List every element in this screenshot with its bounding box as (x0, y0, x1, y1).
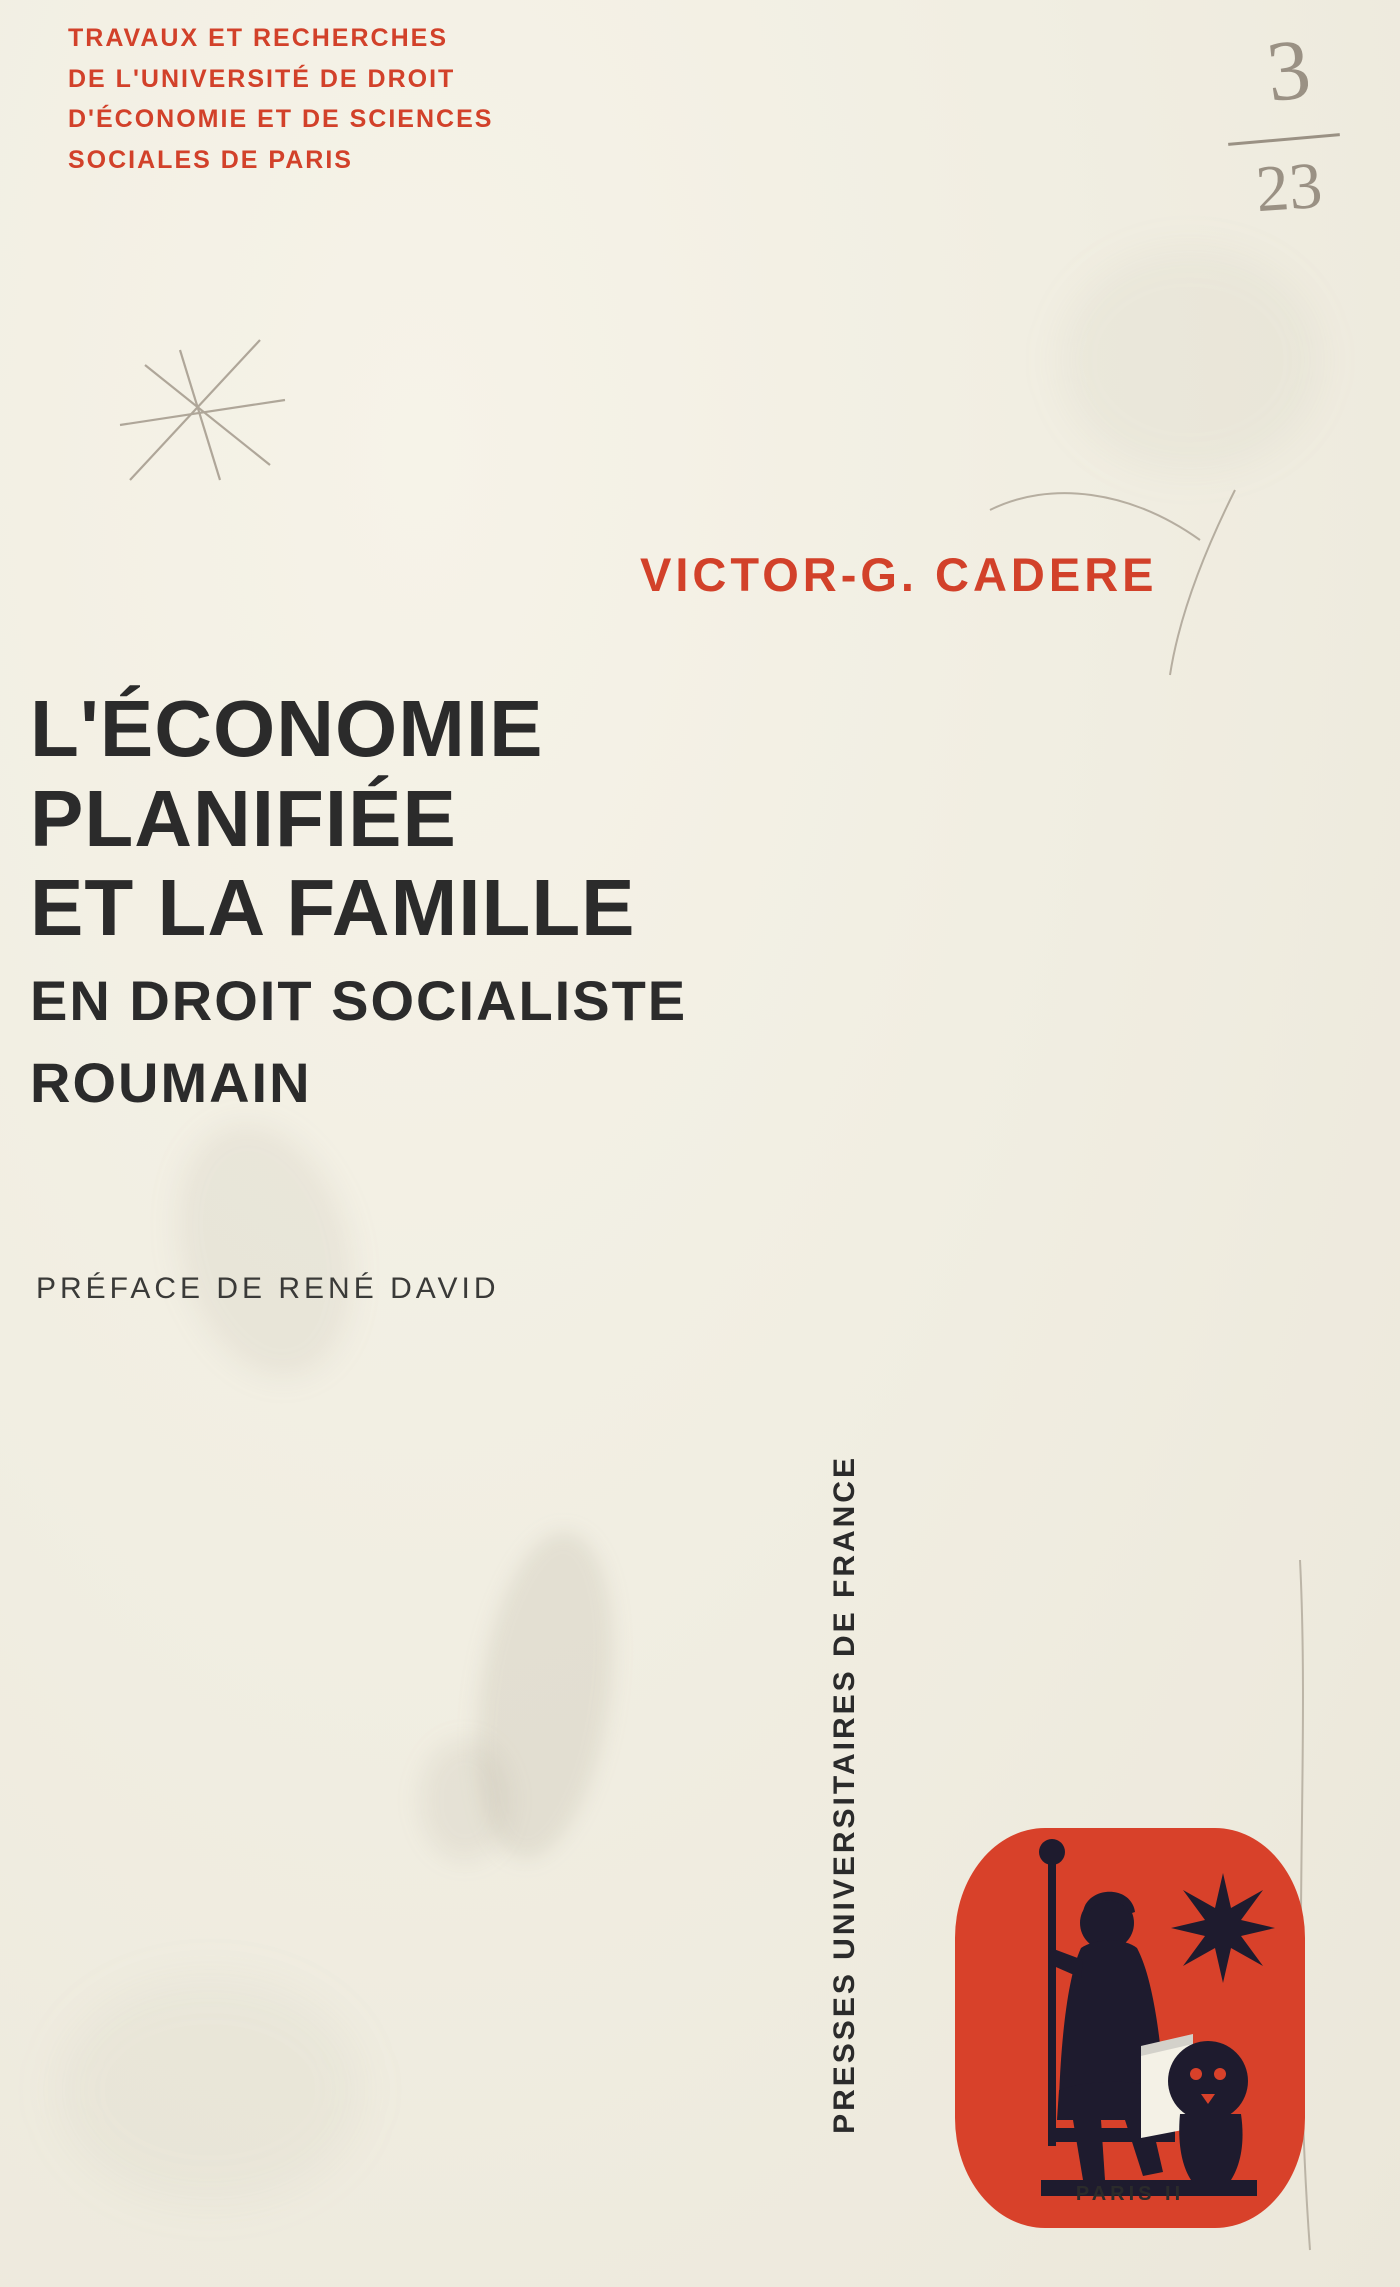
preface-credit: PRÉFACE DE RENÉ DAVID (36, 1272, 500, 1305)
title-block (30, 684, 1130, 1117)
handwritten-fraction-bar (1228, 133, 1340, 146)
publisher-logo (955, 1828, 1305, 2228)
series-line-1: TRAVAUX ET RECHERCHES (68, 24, 448, 52)
handwritten-numerator: 3 (1262, 20, 1315, 120)
publisher-name-vertical: PRESSES UNIVERSITAIRES DE FRANCE (828, 1455, 861, 2134)
series-line-4: SOCIALES DE PARIS (68, 145, 353, 174)
paper-stain (149, 1102, 381, 1397)
title-line-2: PLANIFIÉE (30, 773, 457, 863)
handwritten-denominator: 23 (1253, 148, 1325, 227)
pencil-scribble (110, 330, 310, 500)
logo-figures-icon (955, 1828, 1305, 2228)
paper-stain (458, 1523, 633, 1868)
paper-stain (1060, 250, 1320, 470)
series-line-2: DE L'UNIVERSITÉ DE DROIT (68, 64, 456, 93)
author-name: VICTOR-G. CADERE (640, 548, 1158, 601)
subtitle-line-1: EN DROIT SOCIALISTE (30, 968, 688, 1032)
paper-stain (60, 1980, 360, 2200)
title-line-1: L'ÉCONOMIE (30, 684, 544, 773)
paper-stain (420, 1740, 510, 1860)
series-title (68, 18, 493, 180)
title-line-3: ET LA FAMILLE (30, 863, 636, 953)
subtitle-line-2: ROUMAIN (30, 1051, 312, 1115)
logo-caption: PARIS II (1075, 2183, 1185, 2205)
series-line-3: D'ÉCONOMIE ET DE SCIENCES (68, 105, 494, 133)
